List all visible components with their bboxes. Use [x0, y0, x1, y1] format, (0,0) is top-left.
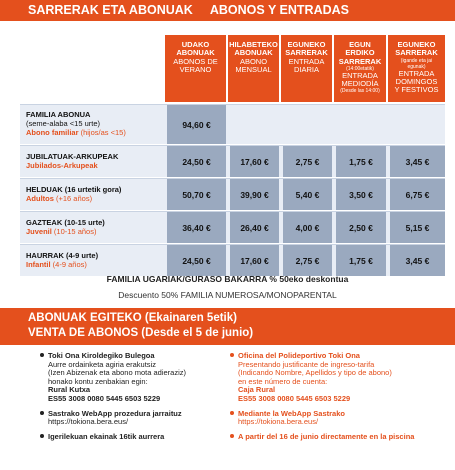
bullet-icon — [40, 434, 44, 438]
table-row — [20, 104, 445, 144]
row-label — [26, 218, 105, 236]
header-title-es: ABONOS Y ENTRADAS — [209, 3, 349, 17]
row-title-es-note: (hijos/as <15) — [78, 128, 126, 137]
list-item-title: Mediante la WebApp Sastrako — [238, 408, 345, 418]
column-header-note: (Desde las 14:00) — [340, 88, 380, 95]
table-row — [20, 211, 445, 243]
list-item-line: Caja Rural — [238, 385, 276, 395]
list-item — [230, 433, 445, 442]
price-cell: 36,40 € — [165, 212, 226, 243]
column-header-subtitle: ABONO — [239, 56, 268, 66]
column-header-subtitle: VERANO — [179, 64, 212, 74]
column-header-title: SARRERAK — [395, 48, 438, 58]
row-title-es-main: Adultos — [26, 194, 54, 203]
row-subtitle: (seme-alaba <15 urte) — [26, 119, 100, 128]
column-header-title: SARRERAK — [338, 56, 382, 66]
row-label — [26, 110, 126, 137]
row-label — [26, 185, 121, 203]
row-label — [26, 251, 98, 269]
column-header-note: (igande eta jai — [400, 57, 433, 64]
url-link[interactable]: https://tokiona.bera.eus/ — [238, 417, 319, 427]
row-title: GAZTEAK (10-15 urte) — [26, 218, 105, 227]
row-title-es-note: (10-15 años) — [51, 227, 97, 236]
sales-title-eu: ABONUAK EGITEKO (Ekainaren 5etik) — [28, 312, 237, 324]
list-item-title: Oficina del Polideportivo Toki Ona — [238, 351, 360, 360]
price-cell: 26,40 € — [228, 212, 279, 243]
column-header-subtitle: DIARIA — [293, 64, 319, 74]
column-header-note: egunak) — [407, 63, 426, 70]
row-title: JUBILATUAK-ARKUPEAK — [26, 152, 119, 161]
row-title-es — [26, 227, 105, 236]
row-title-es-main: Jubilados-Arkupeak — [26, 161, 98, 170]
column-header-subtitle: DOMINGOS — [395, 76, 438, 86]
table-row — [20, 145, 445, 177]
list-item-line: (Izen Abizenak eta abono mota adieraziz) — [48, 368, 186, 378]
column-header-subtitle: MEDIODÍA — [341, 79, 379, 89]
price-cell: 17,60 € — [228, 146, 279, 177]
table-row — [20, 244, 445, 276]
price-cell: 3,45 € — [388, 146, 445, 177]
column-header-title: EGUNEKO — [287, 40, 326, 49]
price-cell: 24,50 € — [165, 146, 226, 177]
column-header-subtitle: ENTRADA — [342, 70, 378, 80]
price-cell: 3,45 € — [388, 245, 445, 276]
column-header — [388, 35, 445, 102]
sales-list-eu — [40, 352, 220, 447]
list-item — [230, 410, 445, 427]
row-title-es — [26, 260, 98, 269]
row-title-es-main: Infantil — [26, 260, 51, 269]
row-title: FAMILIA ABONUA — [26, 110, 91, 119]
bullet-icon — [230, 434, 234, 438]
url-link[interactable]: https://tokiona.bera.eus/ — [48, 417, 129, 427]
discount-note-es: Descuento 50% FAMILIA NUMEROSA/MONOPARENTAL — [118, 290, 337, 300]
list-item — [40, 433, 220, 442]
list-item — [230, 352, 445, 404]
column-header-subtitle: MENSUAL — [235, 64, 272, 74]
bullet-icon — [40, 353, 44, 357]
column-header-title: EGUN — [349, 40, 371, 49]
column-header — [334, 35, 386, 102]
row-title-es-note: (4-9 años) — [50, 260, 87, 269]
list-item-line: ES55 3008 0080 5445 6503 5229 — [238, 393, 351, 403]
column-header-title: ABONUAK — [234, 48, 273, 58]
row-title-es-main: Abono familiar — [26, 128, 79, 137]
list-item-title: Igerilekuan ekainak 16tik aurrera — [48, 431, 165, 441]
price-cell: 50,70 € — [165, 179, 226, 210]
header-banner — [0, 0, 455, 21]
list-item-line: ES55 3008 0080 5445 6503 5229 — [48, 393, 161, 403]
column-header — [281, 35, 332, 102]
price-cell: 6,75 € — [388, 179, 445, 210]
list-item-title: Toki Ona Kiroldegiko Bulegoa — [48, 351, 155, 360]
price-cell: 2,75 € — [281, 146, 332, 177]
column-header-title: EGUNEKO — [397, 40, 436, 49]
table-row — [20, 178, 445, 210]
list-item-title: Sastrako WebApp prozedura jarraituz — [48, 408, 182, 418]
header-title-eu: SARRERAK ETA ABONUAK — [28, 3, 193, 17]
price-cell: 1,75 € — [334, 146, 386, 177]
row-title-es — [26, 194, 121, 203]
row-title-es — [26, 128, 126, 137]
column-header-subtitle: ENTRADA — [398, 68, 435, 78]
discount-note-eu: FAMILIA UGARIAK/GURASO BAKARRA % 50eko deskontua — [106, 274, 349, 284]
price-cell: 5,15 € — [388, 212, 445, 243]
column-header — [165, 35, 226, 102]
column-header — [228, 35, 279, 102]
bullet-icon — [230, 411, 234, 415]
column-header-note: (14:00etatik) — [346, 65, 374, 72]
price-cell: 3,50 € — [334, 179, 386, 210]
column-header-title: ABONUAK — [176, 48, 215, 58]
list-item-line: Rural Kutxa — [48, 385, 91, 395]
column-header-subtitle: ABONOS DE — [173, 56, 218, 66]
column-header-title: HILABETEKO — [229, 40, 278, 49]
price-cell: 39,90 € — [228, 179, 279, 210]
price-cell: 94,60 € — [165, 105, 226, 144]
column-header-title: SARRERAK — [285, 48, 328, 58]
row-label — [26, 152, 118, 170]
price-cell: 2,75 € — [281, 245, 332, 276]
list-item — [40, 410, 220, 427]
list-item-line: (Indicando Nombre, Apellidos y tipo de abono) — [238, 368, 392, 378]
sales-banner — [0, 308, 455, 345]
price-cell: 2,50 € — [334, 212, 386, 243]
column-header-title: UDAKO — [181, 40, 210, 49]
column-header-subtitle: Y FESTIVOS — [394, 85, 439, 95]
price-cell: 24,50 € — [165, 245, 226, 276]
row-title: HAURRAK (4-9 urte) — [26, 251, 99, 260]
list-item-line: Aurre ordainketa agiria erakutsiz — [48, 359, 156, 369]
price-cell: 5,40 € — [281, 179, 332, 210]
price-cell: 1,75 € — [334, 245, 386, 276]
list-item-line: honako kontu zenbakian egin: — [48, 376, 148, 386]
bullet-icon — [230, 353, 234, 357]
column-header-title: ERDIKO — [345, 48, 375, 58]
sales-title-es: VENTA DE ABONOS (Desde el 5 de junio) — [28, 327, 254, 339]
column-header-subtitle: ENTRADA — [288, 56, 325, 66]
sales-list-es — [230, 352, 445, 447]
row-title-es — [26, 161, 118, 170]
list-item-title: A partir del 16 de junio directamente en la piscina — [238, 431, 415, 441]
row-title: HELDUAK (16 urtetik gora) — [26, 185, 122, 194]
list-item-line: Presentando justificante de ingreso-tarifa — [238, 359, 375, 369]
list-item-line: en este número de cuenta: — [238, 376, 328, 386]
row-title-es-note: (+16 años) — [53, 194, 93, 203]
price-cell: 4,00 € — [281, 212, 332, 243]
list-item — [40, 352, 220, 404]
bullet-icon — [40, 411, 44, 415]
price-cell: 17,60 € — [228, 245, 279, 276]
row-title-es-main: Juvenil — [26, 227, 52, 236]
